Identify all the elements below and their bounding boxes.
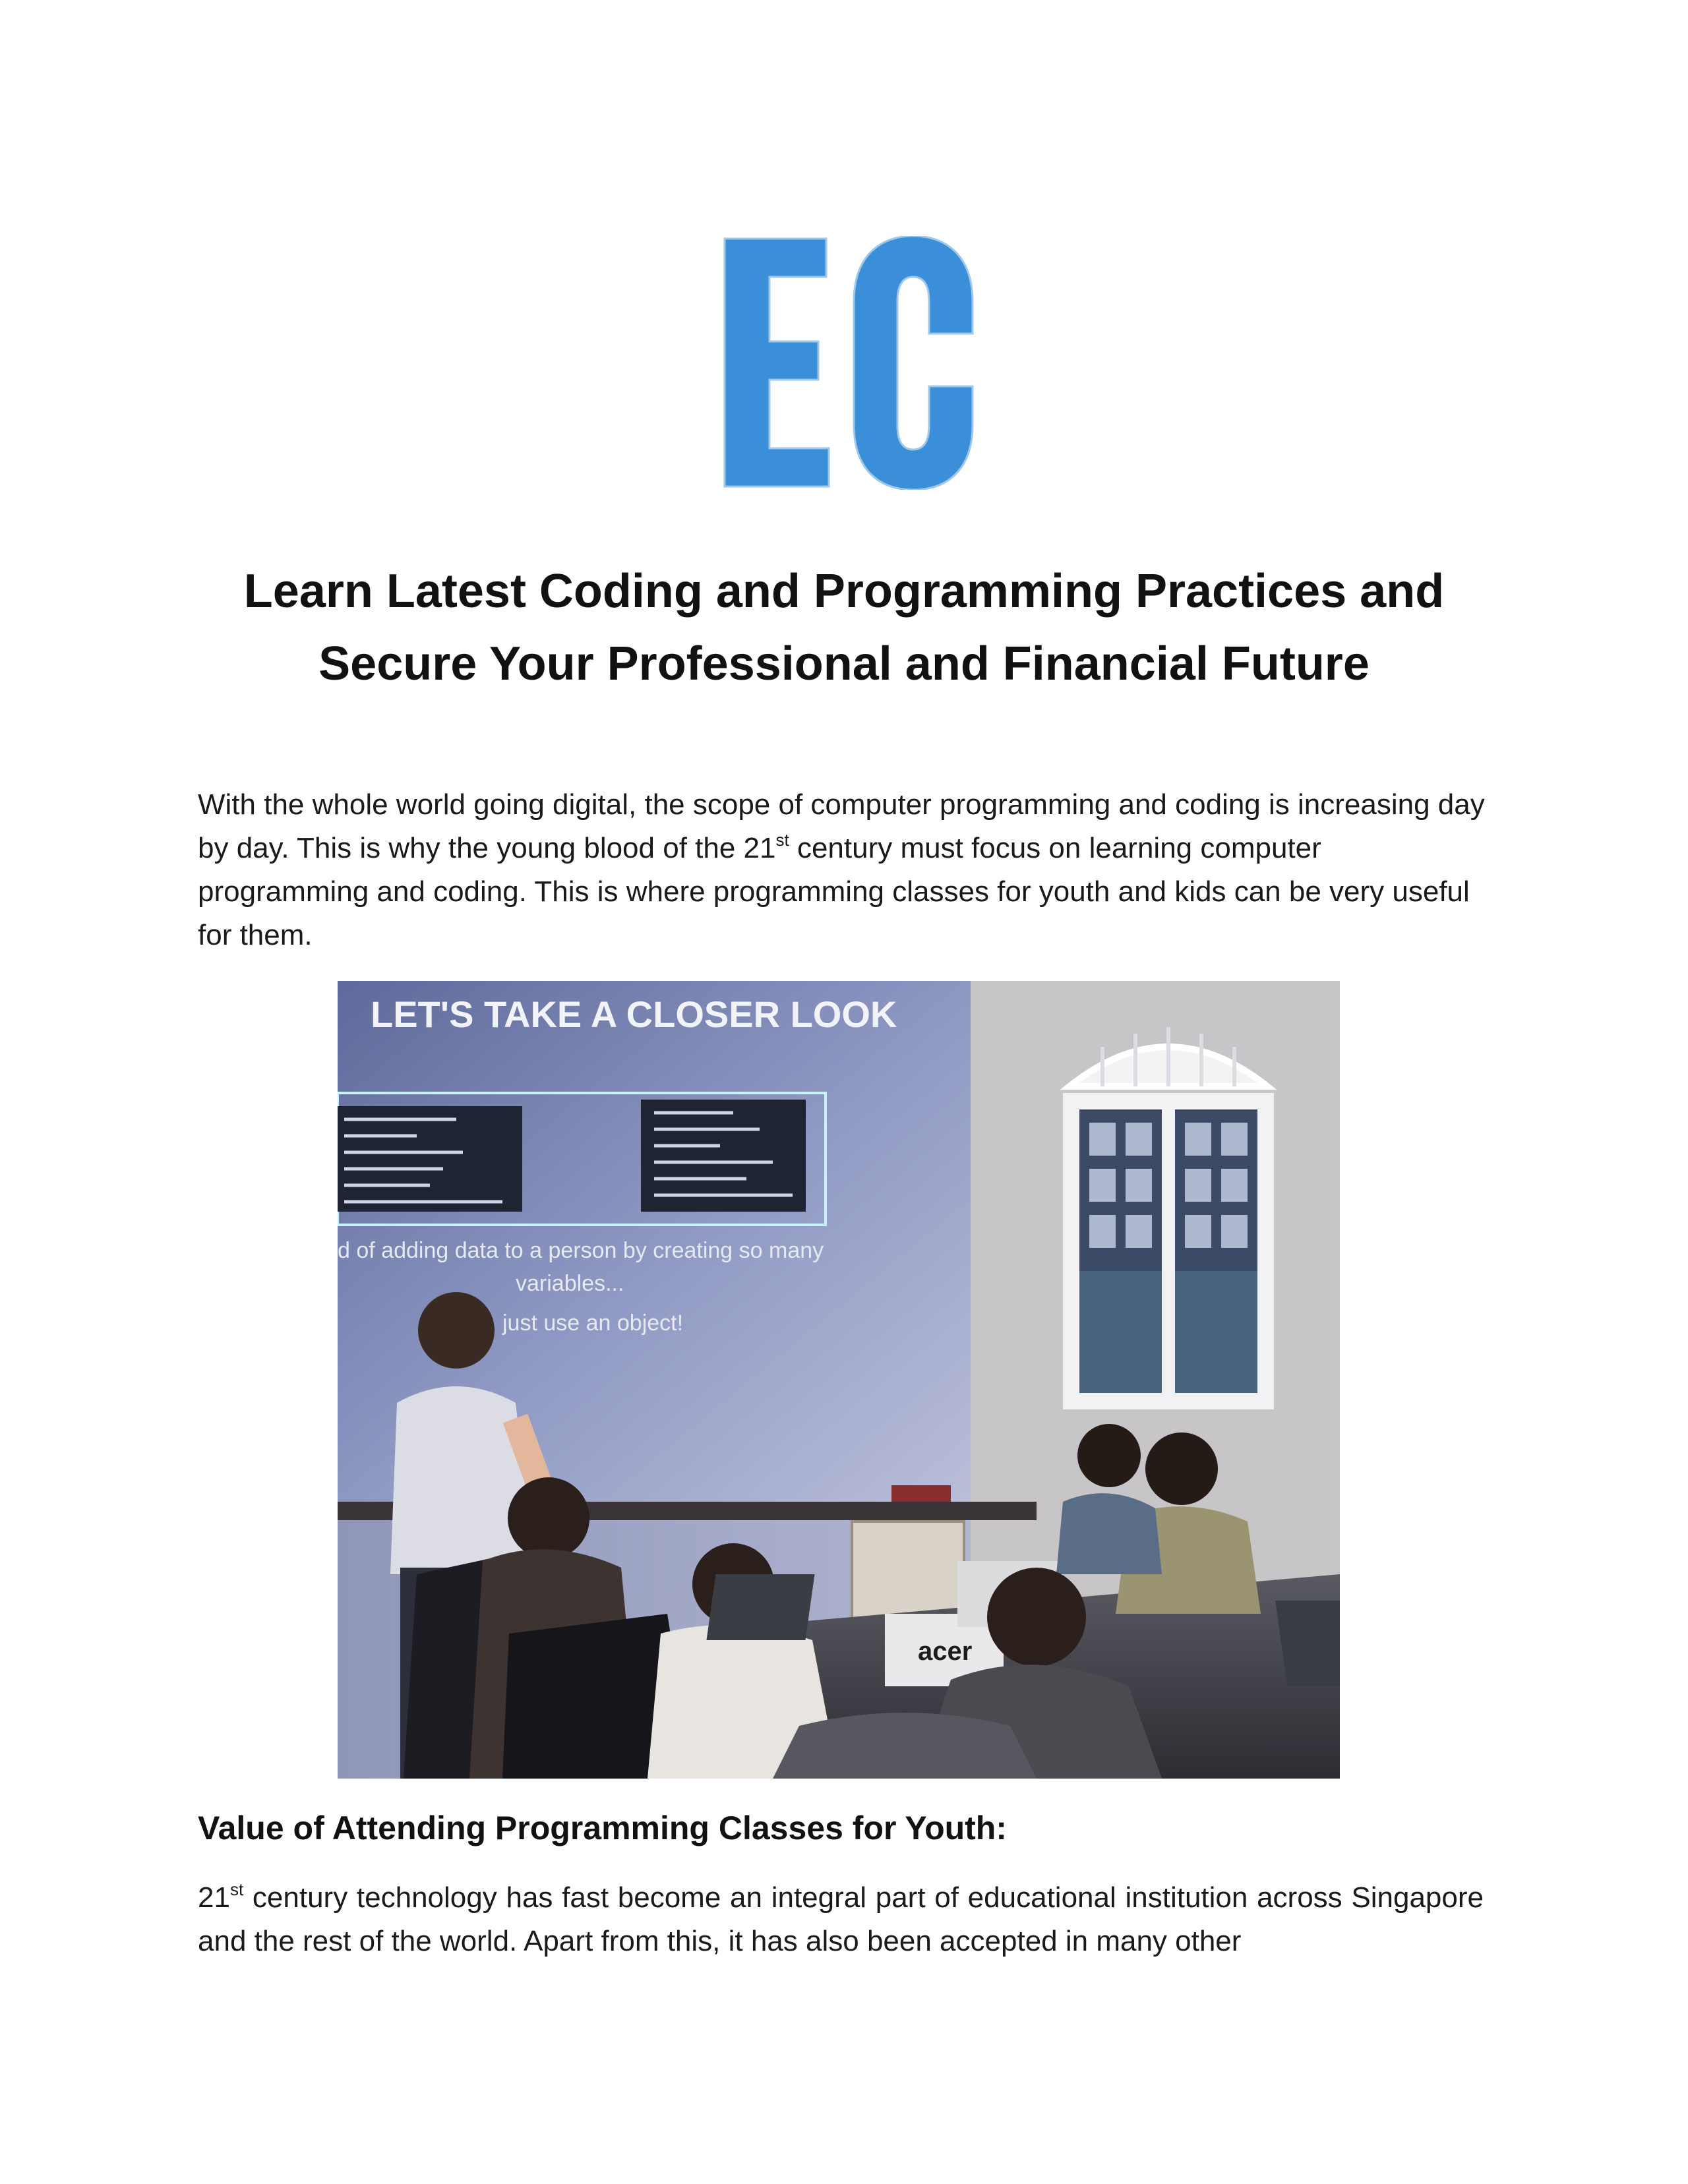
screen-line-2: variables... [516, 1271, 624, 1296]
ec-logo [722, 236, 976, 490]
title-line-2: Secure Your Professional and Financial Future [318, 637, 1370, 690]
body-paragraph [198, 1876, 1484, 1963]
section-heading: Value of Attending Programming Classes for Youth: [198, 1810, 1008, 1846]
title-line-1: Learn Latest Coding and Programming Practices and [243, 565, 1445, 618]
ec-logo-graphic [722, 236, 976, 490]
body-superscript: st [229, 1879, 244, 1899]
screen-line-1: d of adding data to a person by creating so many [338, 1238, 824, 1263]
body-text: century technology has fast become an integral part of educational institution across Singapore and the rest of the world. Apart from this, it has also been accepted in many other [198, 1881, 1484, 1957]
classroom-photo [338, 981, 1340, 1779]
body-lead: 21 [198, 1881, 230, 1914]
screen-line-3: just use an object! [502, 1311, 684, 1336]
screen-heading: LET'S TAKE A CLOSER LOOK [371, 993, 897, 1035]
intro-text-part-1: With the whole world going digital, the scope of computer programming and coding is increasing day by day. This is why the young blood of the 21 [198, 788, 1485, 864]
classroom-photo-illustration [338, 981, 1340, 1779]
intro-text-part-2: century must focus on learning computer programming and coding. This is where programming classes for youth and kids can be very useful for them. [198, 832, 1470, 951]
intro-superscript: st [775, 830, 789, 850]
intro-paragraph [198, 783, 1490, 957]
document-title [132, 555, 1556, 700]
laptop-brand-label: acer [918, 1637, 973, 1666]
